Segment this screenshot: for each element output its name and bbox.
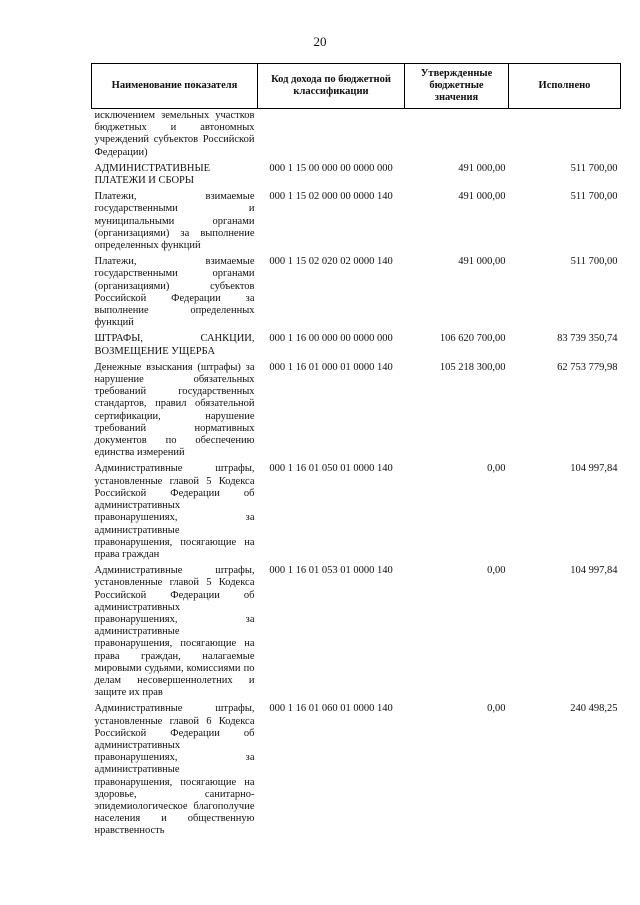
table-row xyxy=(92,362,621,464)
row-name: Денежные взыскания (штрафы) за нарушение обязательных требований государственных стандартов, правил обязательной сертификации, нарушение требований нормативных документов по обеспечению единства измерений xyxy=(94,361,255,459)
row-code: 000 1 15 00 000 00 0000 000 xyxy=(269,162,393,174)
row-name: Административные штрафы, установленные главой 6 Кодекса Российской Федерации об административных правонарушениях, за административные правонарушения, посягающие на здоровье, санитарно-эпидемиологическое благополучие населения и общественную нравственность xyxy=(94,703,255,837)
row-executed: 511 700,00 xyxy=(570,191,618,203)
table-row xyxy=(92,463,621,565)
row-code: 000 1 16 01 050 01 0000 140 xyxy=(269,463,393,475)
header-name: Наименование показателя xyxy=(92,64,258,109)
row-approved: 105 218 300,00 xyxy=(439,361,506,373)
row-approved xyxy=(405,109,509,163)
row-approved: 0,00 xyxy=(487,565,506,577)
row-code: 000 1 15 02 020 02 0000 140 xyxy=(269,256,393,268)
row-name: ШТРАФЫ, САНКЦИИ, ВОЗМЕЩЕНИЕ УЩЕРБА xyxy=(94,333,255,357)
row-name: Платежи, взимаемые государственными и муниципальными органами (организациями) за выполнение определенных функций xyxy=(94,191,255,252)
row-executed: 83 739 350,74 xyxy=(557,333,618,345)
row-approved: 106 620 700,00 xyxy=(439,333,506,345)
table-header-row xyxy=(92,64,621,109)
row-name: АДМИНИСТРАТИВНЫЕ ПЛАТЕЖИ И СБОРЫ xyxy=(94,162,211,187)
row-executed: 62 753 779,98 xyxy=(557,361,618,373)
header-executed: Исполнено xyxy=(509,64,621,109)
table-row xyxy=(92,109,621,163)
row-code: 000 1 16 01 060 01 0000 140 xyxy=(269,703,393,715)
row-name: Административные штрафы, установленные главой 5 Кодекса Российской Федерации об административных правонарушениях, за административные правонарушения, посягающие на права граждан, налагаемые мировыми судьями, комиссиями по делам несовершеннолетних и защите их прав xyxy=(94,565,255,699)
page-number: 20 xyxy=(313,34,327,49)
row-code: 000 1 16 01 053 01 0000 140 xyxy=(269,565,393,577)
budget-execution-table xyxy=(91,63,621,842)
row-approved: 491 000,00 xyxy=(458,162,506,174)
header-approved: Утвержденные бюджетные значения xyxy=(405,64,509,109)
table-row xyxy=(92,565,621,703)
table-row xyxy=(92,163,621,191)
row-name: исключением земельных участков бюджетных и автономных учреждений субъектов Российской Федерации) xyxy=(94,110,255,158)
table-row xyxy=(92,256,621,333)
row-approved: 491 000,00 xyxy=(458,256,506,268)
row-name: Платежи, взимаемые государственными органами (организациями) субъектов Российской Федерации за выполнение определенных функций xyxy=(94,256,255,329)
row-code: 000 1 16 01 000 01 0000 140 xyxy=(269,361,393,373)
row-executed: 240 498,25 xyxy=(570,703,618,715)
row-code: 000 1 16 00 000 00 0000 000 xyxy=(269,333,393,345)
row-name: Административные штрафы, установленные главой 5 Кодекса Российской Федерации об административных правонарушениях, за административные правонарушения, посягающие на права граждан xyxy=(94,463,255,560)
row-code: 000 1 15 02 000 00 0000 140 xyxy=(269,191,393,203)
row-executed: 511 700,00 xyxy=(570,162,618,174)
row-executed: 104 997,84 xyxy=(570,463,618,475)
table-row xyxy=(92,191,621,256)
row-approved: 491 000,00 xyxy=(458,191,506,203)
row-approved: 0,00 xyxy=(487,703,506,715)
table-row xyxy=(92,703,621,841)
row-approved: 0,00 xyxy=(487,463,506,475)
row-executed: 104 997,84 xyxy=(570,565,618,577)
row-executed: 511 700,00 xyxy=(570,256,618,268)
header-code: Код дохода по бюджетной классификации xyxy=(258,64,405,109)
row-executed xyxy=(509,109,621,163)
table-row xyxy=(92,333,621,361)
row-code xyxy=(258,109,405,163)
